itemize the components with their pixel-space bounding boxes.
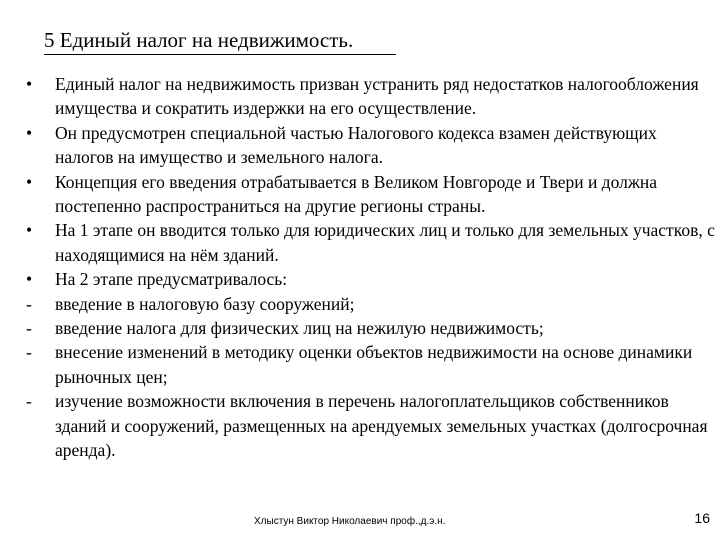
list-item — [26, 72, 716, 121]
list-item-text: введение налога для физических лиц на нежилую недвижимость; — [55, 318, 544, 339]
list-item — [26, 292, 716, 316]
list-item-text: На 2 этапе предусматривалось: — [55, 269, 288, 290]
author-footer: Хлыстун Виктор Николаевич проф.,д.э.н. — [254, 516, 446, 527]
bullet-marker: • — [26, 74, 33, 94]
list-item-text: Единый налог на недвижимость призван устранить ряд недостатков налогообложения имущества и сократить издержки на его осуществление. — [55, 74, 699, 119]
list-item-text: Он предусмотрен специальной частью Налогового кодекса взамен действующих налогов на имущество и земельного налога. — [55, 122, 657, 168]
list-item — [26, 218, 716, 267]
slide-title: 5 Единый налог на недвижимость. — [44, 28, 354, 52]
dash-marker: - — [26, 391, 32, 412]
list-item-text: На 1 этапе он вводится только для юридических лиц и только для земельных участков, с находящимися на нём зданий. — [55, 220, 715, 265]
list-item — [26, 267, 716, 291]
list-item — [26, 170, 716, 219]
dash-marker: - — [26, 293, 32, 314]
dash-marker: - — [26, 318, 32, 339]
list-item — [26, 389, 716, 462]
bullet-marker: • — [26, 171, 33, 192]
bullet-marker: • — [26, 220, 33, 241]
dash-marker: - — [26, 342, 32, 363]
list-item-text: изучение возможности включения в перечень налогоплательщиков собственников зданий и сооружений, размещенных на арендуемых земельных участках (долгосрочная аренда). — [55, 391, 708, 461]
page-number: 16 — [694, 510, 710, 526]
list-item — [26, 121, 716, 170]
list-item-text: введение в налоговую базу сооружений; — [55, 293, 355, 314]
list-item-text: Концепция его введения отрабатывается в Великом Новгороде и Твери и должна постепенно распространиться на другие регионы страны. — [55, 171, 658, 217]
bullet-list — [26, 72, 716, 463]
list-item-text: внесение изменений в методику оценки объектов недвижимости на основе динамики рыночных цен; — [55, 342, 693, 387]
bullet-marker: • — [26, 269, 33, 290]
title-underline — [44, 54, 396, 55]
bullet-marker: • — [26, 122, 33, 143]
list-item — [26, 316, 716, 340]
list-item — [26, 340, 716, 389]
